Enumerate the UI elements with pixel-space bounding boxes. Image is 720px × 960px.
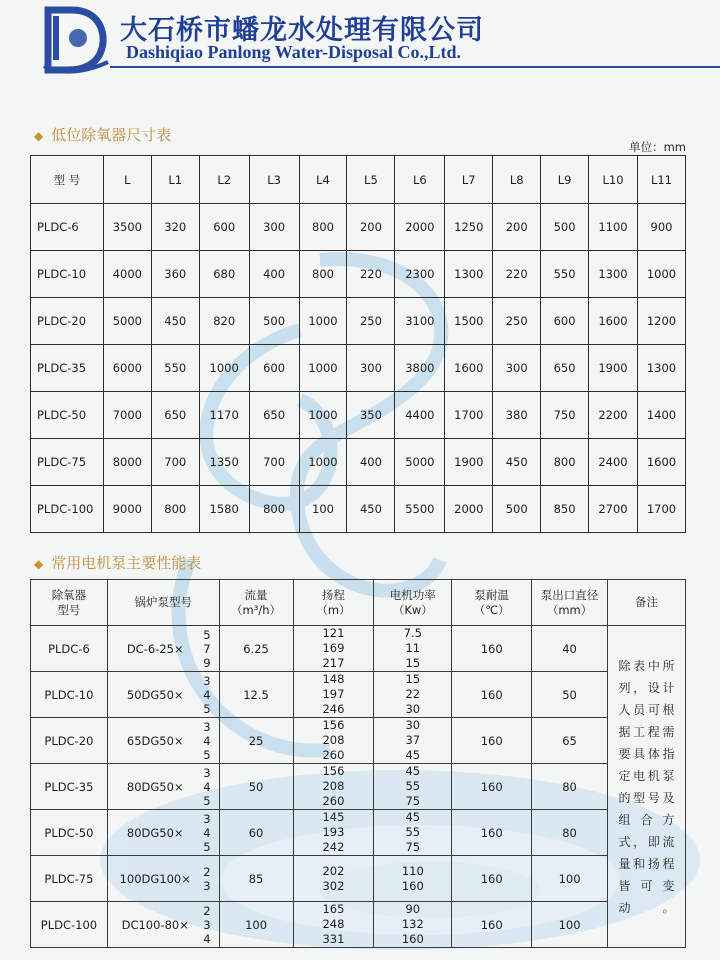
head-values-value: 197 — [322, 687, 345, 701]
model-cell: PLDC-6 — [31, 626, 108, 672]
dimension-cell: 1000 — [299, 392, 347, 439]
dimension-cell: 1700 — [445, 392, 493, 439]
stage-value: 5 — [203, 627, 211, 642]
stage-value: 4 — [203, 779, 211, 794]
temp-cell: 160 — [452, 764, 532, 810]
power-values-value: 132 — [401, 917, 424, 931]
table-row — [31, 672, 686, 718]
dimension-cell: 2000 — [445, 486, 493, 533]
table-row — [31, 718, 686, 764]
power-values-value: 45 — [405, 764, 421, 778]
head-values-value: 260 — [322, 748, 345, 762]
dimension-cell: 800 — [299, 251, 347, 298]
dimension-cell: 800 — [249, 486, 299, 533]
dimension-cell: 650 — [249, 392, 299, 439]
dimension-cell: 2700 — [589, 486, 638, 533]
dimension-cell: 4400 — [395, 392, 445, 439]
unit-label: 单位：mm — [629, 140, 686, 154]
dimension-cell: 500 — [541, 204, 589, 251]
company-name-en: Dashiqiao Panlong Water-Disposal Co.,Ltd. — [126, 42, 462, 62]
pump-model: 50DG50× — [126, 687, 184, 702]
head-cell — [293, 764, 374, 810]
pump-stages — [203, 810, 210, 855]
dimension-cell: 1000 — [199, 345, 249, 392]
pump-stages — [203, 856, 210, 901]
pump-stages — [203, 718, 210, 763]
stage-value: 3 — [203, 673, 211, 688]
flow-cell: 12.5 — [219, 672, 293, 718]
model-cell: PLDC-100 — [31, 486, 104, 533]
dimension-cell: 1170 — [199, 392, 249, 439]
dimension-cell: 1100 — [589, 204, 638, 251]
header-l10: L10 — [589, 156, 638, 204]
power-values — [374, 864, 451, 894]
dimension-cell: 360 — [151, 251, 199, 298]
header-outlet: 泵出口直径 （mm） — [532, 580, 608, 626]
header-l9: L9 — [541, 156, 589, 204]
power-values-value: 15 — [405, 672, 421, 686]
dimension-cell: 820 — [199, 298, 249, 345]
dimension-cell: 500 — [249, 298, 299, 345]
dimension-cell: 1000 — [299, 439, 347, 486]
pump-model: 80DG50× — [126, 779, 184, 794]
table-row — [31, 626, 686, 672]
power-values-value: 30 — [405, 718, 421, 732]
dimension-cell: 1000 — [299, 345, 347, 392]
pump-model: 100DG100× — [119, 871, 191, 886]
header-head: 扬程 （m） — [293, 580, 374, 626]
stage-value: 4 — [203, 825, 211, 840]
dimension-cell: 1000 — [299, 298, 347, 345]
dimension-cell: 2200 — [589, 392, 638, 439]
head-cell — [293, 856, 374, 902]
power-values-value: 37 — [405, 733, 421, 747]
table-row — [31, 204, 686, 251]
model-cell: PLDC-10 — [31, 251, 104, 298]
power-values-value: 7.5 — [403, 626, 422, 640]
dimension-cell: 1500 — [445, 298, 493, 345]
power-values — [374, 626, 451, 671]
head-cell — [293, 672, 374, 718]
dimension-cell: 1600 — [589, 298, 638, 345]
stage-value: 3 — [203, 811, 211, 826]
dimension-cell: 400 — [347, 439, 395, 486]
table-row — [31, 810, 686, 856]
dimension-cell: 3100 — [395, 298, 445, 345]
dimension-cell: 900 — [637, 204, 685, 251]
dimension-cell: 7000 — [103, 392, 151, 439]
pump-stages — [203, 672, 210, 717]
pump-cell — [107, 626, 219, 672]
power-values — [374, 902, 451, 947]
head-values-value: 148 — [322, 672, 345, 686]
temp-cell: 160 — [452, 672, 532, 718]
flow-cell: 25 — [219, 718, 293, 764]
dimension-cell: 2000 — [395, 204, 445, 251]
dimension-cell: 400 — [249, 251, 299, 298]
dimension-cell: 2300 — [395, 251, 445, 298]
header-l3: L3 — [249, 156, 299, 204]
dimension-cell: 300 — [493, 345, 541, 392]
head-values-value: 246 — [322, 702, 345, 716]
dimension-cell: 1300 — [445, 251, 493, 298]
table-row — [31, 486, 686, 533]
head-cell — [293, 810, 374, 856]
head-cell — [293, 626, 374, 672]
head-values — [294, 764, 374, 809]
head-values — [294, 672, 374, 717]
pump-model: DC-6-25× — [126, 641, 184, 656]
dimension-table — [30, 155, 686, 533]
dimension-cell: 350 — [347, 392, 395, 439]
dimension-cell: 450 — [347, 486, 395, 533]
stage-value: 3 — [203, 765, 211, 780]
dimension-cell: 250 — [347, 298, 395, 345]
dimension-cell: 1350 — [199, 439, 249, 486]
power-values-value: 75 — [405, 794, 421, 808]
flow-cell: 100 — [219, 902, 293, 948]
dimension-cell: 450 — [493, 439, 541, 486]
stage-value: 7 — [203, 641, 211, 656]
dimension-cell: 750 — [541, 392, 589, 439]
dimension-cell: 550 — [541, 251, 589, 298]
header-divider — [110, 66, 720, 68]
power-values-value: 90 — [405, 902, 421, 916]
power-cell — [374, 672, 452, 718]
note-text: 除表中所列，设计人员可根据工程需要具体指定电机泵的型号及组合方式，即流量和扬程皆可变动。 — [618, 658, 675, 915]
header-l7: L7 — [445, 156, 493, 204]
pump-cell — [107, 672, 219, 718]
outlet-cell: 100 — [532, 856, 608, 902]
power-values-value: 110 — [401, 863, 424, 878]
flow-cell: 85 — [219, 856, 293, 902]
stage-value: 9 — [203, 655, 211, 670]
dimension-cell: 9000 — [103, 486, 151, 533]
power-values-value: 45 — [405, 748, 421, 762]
dimension-cell: 1700 — [637, 486, 685, 533]
dimension-cell: 600 — [249, 345, 299, 392]
head-values-value: 202 — [322, 863, 345, 878]
head-values — [294, 810, 374, 855]
power-values-value: 160 — [401, 932, 424, 946]
model-cell: PLDC-35 — [31, 764, 108, 810]
flow-cell: 50 — [219, 764, 293, 810]
section1-title: ◆ 低位除氧器尺寸表 — [34, 126, 172, 144]
head-values-value: 145 — [322, 810, 345, 824]
dimension-cell: 1250 — [445, 204, 493, 251]
section2-title: ◆ 常用电机泵主要性能表 — [34, 554, 202, 572]
dimension-cell: 3500 — [103, 204, 151, 251]
note-cell — [608, 626, 686, 948]
dimension-cell: 550 — [151, 345, 199, 392]
dimension-cell: 800 — [541, 439, 589, 486]
head-values — [294, 902, 374, 947]
model-cell: PLDC-50 — [31, 810, 108, 856]
power-values-value: 75 — [405, 840, 421, 854]
power-values — [374, 718, 451, 763]
model-cell: PLDC-10 — [31, 672, 108, 718]
dimension-cell: 6000 — [103, 345, 151, 392]
dimension-cell: 220 — [493, 251, 541, 298]
head-values — [294, 864, 374, 894]
dimension-cell: 5000 — [103, 298, 151, 345]
power-values-value: 30 — [405, 702, 421, 716]
head-values-value: 156 — [322, 764, 345, 778]
dimension-cell: 1600 — [445, 345, 493, 392]
company-name-cn: 大石桥市蟠龙水处理有限公司 — [120, 15, 484, 46]
outlet-cell: 100 — [532, 902, 608, 948]
head-values-value: 302 — [322, 878, 345, 893]
power-values — [374, 810, 451, 855]
power-values-value: 11 — [405, 641, 421, 655]
dimension-cell: 8000 — [103, 439, 151, 486]
pump-cell — [107, 718, 219, 764]
dimension-cell: 800 — [299, 204, 347, 251]
head-values-value: 156 — [322, 718, 345, 732]
power-values-value: 22 — [405, 687, 421, 701]
head-cell — [293, 718, 374, 764]
dimension-cell: 1300 — [637, 345, 685, 392]
flow-cell: 60 — [219, 810, 293, 856]
power-values — [374, 764, 451, 809]
head-values-value: 242 — [322, 840, 345, 854]
temp-cell: 160 — [452, 718, 532, 764]
model-cell: PLDC-20 — [31, 718, 108, 764]
head-values-value: 193 — [322, 825, 345, 839]
header-note: 备注 — [608, 580, 686, 626]
dimension-cell: 100 — [299, 486, 347, 533]
temp-cell: 160 — [452, 810, 532, 856]
dimension-cell: 1900 — [589, 345, 638, 392]
dimension-cell: 1400 — [637, 392, 685, 439]
header-flow: 流量 （m³/h） — [219, 580, 293, 626]
header-l5: L5 — [347, 156, 395, 204]
header-l1: L1 — [151, 156, 199, 204]
diamond-bullet-icon: ◆ — [34, 557, 44, 571]
power-values-value: 45 — [405, 810, 421, 824]
outlet-cell: 80 — [532, 764, 608, 810]
dimension-cell: 200 — [493, 204, 541, 251]
pump-stages — [203, 626, 210, 671]
head-values-value: 217 — [322, 656, 345, 670]
stage-value: 4 — [203, 931, 211, 946]
dimension-cell: 5000 — [395, 439, 445, 486]
header-temp: 泵耐温 （℃） — [452, 580, 532, 626]
power-cell — [374, 718, 452, 764]
power-cell — [374, 856, 452, 902]
head-values-value: 121 — [322, 626, 345, 640]
model-cell: PLDC-35 — [31, 345, 104, 392]
power-values-value: 160 — [401, 878, 424, 893]
head-values-value: 248 — [322, 917, 345, 931]
stage-value: 3 — [203, 719, 211, 734]
power-cell — [374, 626, 452, 672]
head-values-value: 169 — [322, 641, 345, 655]
dimension-cell: 650 — [541, 345, 589, 392]
table-row — [31, 392, 686, 439]
stage-value: 4 — [203, 687, 211, 702]
temp-cell: 160 — [452, 856, 532, 902]
power-cell — [374, 810, 452, 856]
dimension-cell: 500 — [493, 486, 541, 533]
header-l: L — [103, 156, 151, 204]
dimension-cell: 300 — [347, 345, 395, 392]
pump-performance-table — [30, 579, 686, 948]
dimension-cell: 700 — [249, 439, 299, 486]
power-values-value: 55 — [405, 825, 421, 839]
pump-stages — [203, 764, 210, 809]
flow-cell: 6.25 — [219, 626, 293, 672]
outlet-cell: 65 — [532, 718, 608, 764]
dimension-cell: 3800 — [395, 345, 445, 392]
head-cell — [293, 902, 374, 948]
dimension-cell: 800 — [151, 486, 199, 533]
dimension-cell: 1580 — [199, 486, 249, 533]
dimension-cell: 1200 — [637, 298, 685, 345]
dimension-table-header — [31, 156, 686, 204]
header-pump: 锅炉泵型号 — [107, 580, 219, 626]
stage-value: 3 — [203, 878, 211, 893]
stage-value: 5 — [203, 793, 211, 808]
dimension-cell: 250 — [493, 298, 541, 345]
stage-value: 2 — [203, 903, 211, 918]
dimension-cell: 320 — [151, 204, 199, 251]
pump-model: 65DG50× — [126, 733, 184, 748]
head-values-value: 208 — [322, 733, 345, 747]
dimension-cell: 1000 — [637, 251, 685, 298]
dimension-cell: 850 — [541, 486, 589, 533]
dimension-cell: 220 — [347, 251, 395, 298]
header-model: 型 号 — [31, 156, 104, 204]
header-model: 除氧器 型号 — [31, 580, 108, 626]
table-row — [31, 345, 686, 392]
head-values-value: 260 — [322, 794, 345, 808]
power-cell — [374, 764, 452, 810]
head-values — [294, 718, 374, 763]
pump-stages — [203, 902, 210, 947]
stage-value: 5 — [203, 747, 211, 762]
head-values-value: 208 — [322, 779, 345, 793]
dimension-cell: 380 — [493, 392, 541, 439]
dimension-cell: 200 — [347, 204, 395, 251]
temp-cell: 160 — [452, 626, 532, 672]
dimension-cell: 700 — [151, 439, 199, 486]
stage-value: 2 — [203, 864, 211, 879]
power-values — [374, 672, 451, 717]
power-values-value: 55 — [405, 779, 421, 793]
header-l6: L6 — [395, 156, 445, 204]
dimension-cell: 1600 — [637, 439, 685, 486]
table-row — [31, 856, 686, 902]
header-l11: L11 — [637, 156, 685, 204]
header-power: 电机功率 （Kw） — [374, 580, 452, 626]
head-values-value: 331 — [322, 932, 345, 946]
pump-cell — [107, 810, 219, 856]
company-logo-icon — [38, 4, 110, 76]
outlet-cell: 40 — [532, 626, 608, 672]
dimension-cell: 300 — [249, 204, 299, 251]
pump-model: DC100-80× — [121, 917, 189, 932]
dimension-cell: 600 — [199, 204, 249, 251]
power-values-value: 15 — [405, 656, 421, 670]
head-values-value: 165 — [322, 902, 345, 916]
stage-value: 4 — [203, 733, 211, 748]
table-row — [31, 251, 686, 298]
table-row — [31, 764, 686, 810]
header-l8: L8 — [493, 156, 541, 204]
outlet-cell: 50 — [532, 672, 608, 718]
header-l4: L4 — [299, 156, 347, 204]
model-cell: PLDC-50 — [31, 392, 104, 439]
temp-cell: 160 — [452, 902, 532, 948]
dimension-cell: 1900 — [445, 439, 493, 486]
pump-table-header — [31, 580, 686, 626]
pump-cell — [107, 902, 219, 948]
dimension-cell: 4000 — [103, 251, 151, 298]
stage-value: 5 — [203, 839, 211, 854]
pump-cell — [107, 856, 219, 902]
outlet-cell: 80 — [532, 810, 608, 856]
dimension-cell: 680 — [199, 251, 249, 298]
power-cell — [374, 902, 452, 948]
diamond-bullet-icon: ◆ — [34, 129, 44, 143]
model-cell: PLDC-20 — [31, 298, 104, 345]
model-cell: PLDC-75 — [31, 439, 104, 486]
dimension-cell: 1300 — [589, 251, 638, 298]
dimension-cell: 450 — [151, 298, 199, 345]
header-l2: L2 — [199, 156, 249, 204]
stage-value: 3 — [203, 917, 211, 932]
dimension-cell: 2400 — [589, 439, 638, 486]
dimension-cell: 600 — [541, 298, 589, 345]
table-row — [31, 902, 686, 948]
head-values — [294, 626, 374, 671]
model-cell: PLDC-6 — [31, 204, 104, 251]
pump-cell — [107, 764, 219, 810]
dimension-cell: 650 — [151, 392, 199, 439]
dimension-cell: 5500 — [395, 486, 445, 533]
pump-model: 80DG50× — [126, 825, 184, 840]
page-header — [0, 0, 720, 80]
table-row — [31, 439, 686, 486]
table-row — [31, 298, 686, 345]
model-cell: PLDC-75 — [31, 856, 108, 902]
model-cell: PLDC-100 — [31, 902, 108, 948]
stage-value: 5 — [203, 701, 211, 716]
